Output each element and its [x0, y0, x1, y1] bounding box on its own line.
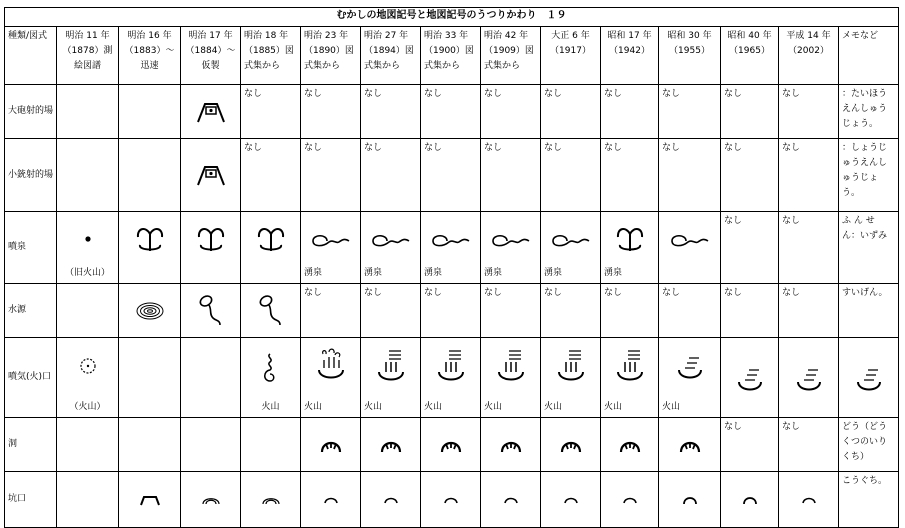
- none-cell: なし: [481, 284, 541, 338]
- cave-icon: [559, 436, 583, 454]
- volcano-label: 火山: [424, 402, 443, 412]
- volcano-label: 火山: [544, 402, 563, 412]
- row-label-fountain: 噴泉: [5, 212, 57, 284]
- none-cell: なし: [779, 85, 839, 139]
- header-meiji18: 明治 18 年（1885）図式集から: [241, 27, 301, 85]
- spring-loop-icon: [491, 232, 531, 248]
- header-meiji16: 明治 16 年（1883）～迅速: [119, 27, 181, 85]
- none-cell: なし: [481, 85, 541, 139]
- fumarole-icon: [315, 348, 347, 384]
- pit-icon: [682, 495, 698, 505]
- none-cell: なし: [721, 284, 779, 338]
- cave-icon: [379, 436, 403, 454]
- none-cell: なし: [601, 85, 659, 139]
- header-taisho6: 大正 6 年（1917）: [541, 27, 601, 85]
- none-cell: なし: [779, 284, 839, 338]
- volcano-label: 火山: [604, 402, 623, 412]
- fumarole-icon: [675, 350, 705, 382]
- table-row: [5, 85, 899, 139]
- none-cell: なし: [779, 212, 839, 284]
- header-meiji33: 明治 33 年（1900）図式集から: [421, 27, 481, 85]
- none-cell: なし: [601, 284, 659, 338]
- page-title: むかしの地図記号と地図記号のうつりかわり １９: [5, 8, 899, 27]
- firing-range-icon: [196, 100, 226, 124]
- water-source-icon: [196, 292, 226, 330]
- volcano-label: 火山: [261, 402, 280, 412]
- header-meiji17: 明治 17 年（1884）～仮製: [181, 27, 241, 85]
- pit-icon: [563, 496, 579, 504]
- none-cell: なし: [481, 139, 541, 212]
- fumarole-icon: [854, 362, 884, 394]
- none-cell: なし: [421, 139, 481, 212]
- none-cell: なし: [541, 284, 601, 338]
- none-cell: なし: [301, 85, 361, 139]
- header-memo: メモなど: [839, 27, 899, 85]
- volcano-label: 火山: [484, 402, 503, 412]
- header-heisei14: 平成 14 年（2002）: [779, 27, 839, 85]
- cave-icon: [439, 436, 463, 454]
- pit-icon: [139, 494, 161, 506]
- volcano-label: 火山: [364, 402, 383, 412]
- volcano-label: （火山）: [69, 402, 106, 412]
- none-cell: なし: [361, 284, 421, 338]
- none-cell: なし: [421, 85, 481, 139]
- pit-icon: [503, 496, 519, 504]
- cave-icon: [678, 436, 702, 454]
- row-label-cave: 洞: [5, 418, 57, 472]
- spring-label: 湧泉: [544, 268, 563, 278]
- spring-loop-icon: [551, 232, 591, 248]
- row-label-water: 水源: [5, 284, 57, 338]
- header-meiji27: 明治 27 年（1894）図式集から: [361, 27, 421, 85]
- memo-water: すいげん。: [839, 284, 899, 338]
- table-row: [5, 212, 899, 284]
- fumarole-icon: [375, 348, 407, 384]
- cave-icon: [618, 436, 642, 454]
- spring-label: 湧泉: [364, 268, 383, 278]
- none-cell: なし: [361, 85, 421, 139]
- spring-label: 湧泉: [604, 268, 623, 278]
- none-cell: なし: [361, 139, 421, 212]
- none-cell: なし: [241, 139, 301, 212]
- firing-range-icon: [196, 163, 226, 187]
- clock-dot-icon: [79, 357, 97, 375]
- fumarole-icon: [735, 362, 765, 394]
- spring-loop-icon: [670, 232, 710, 248]
- none-cell: なし: [659, 85, 721, 139]
- spring-label: 湧泉: [304, 268, 323, 278]
- pit-icon: [622, 496, 638, 504]
- pit-icon: [383, 496, 399, 504]
- fumarole-icon: [495, 348, 527, 384]
- old-volcano-label: （旧火山）: [64, 268, 110, 278]
- none-cell: なし: [421, 284, 481, 338]
- none-cell: なし: [659, 139, 721, 212]
- memo-cannon: ：たいほうえんしゅうじょう。: [839, 85, 899, 139]
- fountain-icon: [256, 225, 286, 255]
- none-cell: なし: [601, 139, 659, 212]
- pit-icon: [742, 495, 758, 505]
- memo-fountain: ふ ん せ ん：いずみ: [839, 212, 899, 284]
- none-cell: なし: [721, 212, 779, 284]
- header-meiji42: 明治 42 年（1909）図式集から: [481, 27, 541, 85]
- header-kind: 種類/図式: [5, 27, 57, 85]
- symbol-table: [4, 7, 898, 517]
- table-row: [5, 338, 899, 418]
- pit-icon: [323, 496, 339, 504]
- none-cell: なし: [241, 85, 301, 139]
- spring-loop-icon: [311, 232, 351, 248]
- row-label-pit: 坑口: [5, 472, 57, 528]
- pit-arch-icon: [201, 495, 221, 505]
- row-label-rifle: 小銃射的場: [5, 139, 57, 212]
- pit-icon: [443, 496, 459, 504]
- volcano-label: 火山: [304, 402, 323, 412]
- spring-label: 湧泉: [424, 268, 443, 278]
- cave-icon: [499, 436, 523, 454]
- volcano-label: 火山: [662, 402, 681, 412]
- pit-icon: [801, 496, 817, 504]
- memo-rifle: ：しょうじゅうえんしゅうじょう。: [839, 139, 899, 212]
- fountain-icon: [135, 225, 165, 255]
- header-meiji11: 明治 11 年（1878）測絵図譜: [57, 27, 119, 85]
- pit-arch-icon: [261, 495, 281, 505]
- none-cell: なし: [301, 139, 361, 212]
- fumarole-icon: [555, 348, 587, 384]
- fountain-icon: [615, 225, 645, 255]
- fumarole-icon: [435, 348, 467, 384]
- table-row: [5, 418, 899, 472]
- cave-icon: [319, 436, 343, 454]
- header-meiji23: 明治 23 年（1890）図式集から: [301, 27, 361, 85]
- spring-loop-icon: [371, 232, 411, 248]
- whirlpool-icon: [135, 299, 165, 323]
- table-row: [5, 284, 899, 338]
- fumarole-icon: [794, 362, 824, 394]
- row-label-fumarole: 噴気(火)口: [5, 338, 57, 418]
- spring-label: 湧泉: [484, 268, 503, 278]
- none-cell: なし: [541, 85, 601, 139]
- none-cell: なし: [721, 139, 779, 212]
- none-cell: なし: [779, 139, 839, 212]
- memo-cave: どう（どうくつのいりくち）: [839, 418, 899, 472]
- none-cell: なし: [541, 139, 601, 212]
- water-source-icon: [256, 292, 286, 330]
- row-label-cannon: 大砲射的場: [5, 85, 57, 139]
- memo-pit: こうぐち。: [839, 472, 899, 528]
- header-showa30: 昭和 30 年（1955）: [659, 27, 721, 85]
- dot-icon: [84, 235, 92, 243]
- fumarole-icon: [614, 348, 646, 384]
- none-cell: なし: [659, 284, 721, 338]
- curl-icon: [261, 351, 281, 385]
- spring-loop-icon: [431, 232, 471, 248]
- none-cell: なし: [779, 418, 839, 472]
- table-row: [5, 472, 899, 528]
- none-cell: なし: [721, 418, 779, 472]
- table-row: [5, 139, 899, 212]
- header-showa40: 昭和 40 年（1965）: [721, 27, 779, 85]
- none-cell: なし: [721, 85, 779, 139]
- none-cell: なし: [301, 284, 361, 338]
- header-showa17: 昭和 17 年（1942）: [601, 27, 659, 85]
- fountain-icon: [196, 225, 226, 255]
